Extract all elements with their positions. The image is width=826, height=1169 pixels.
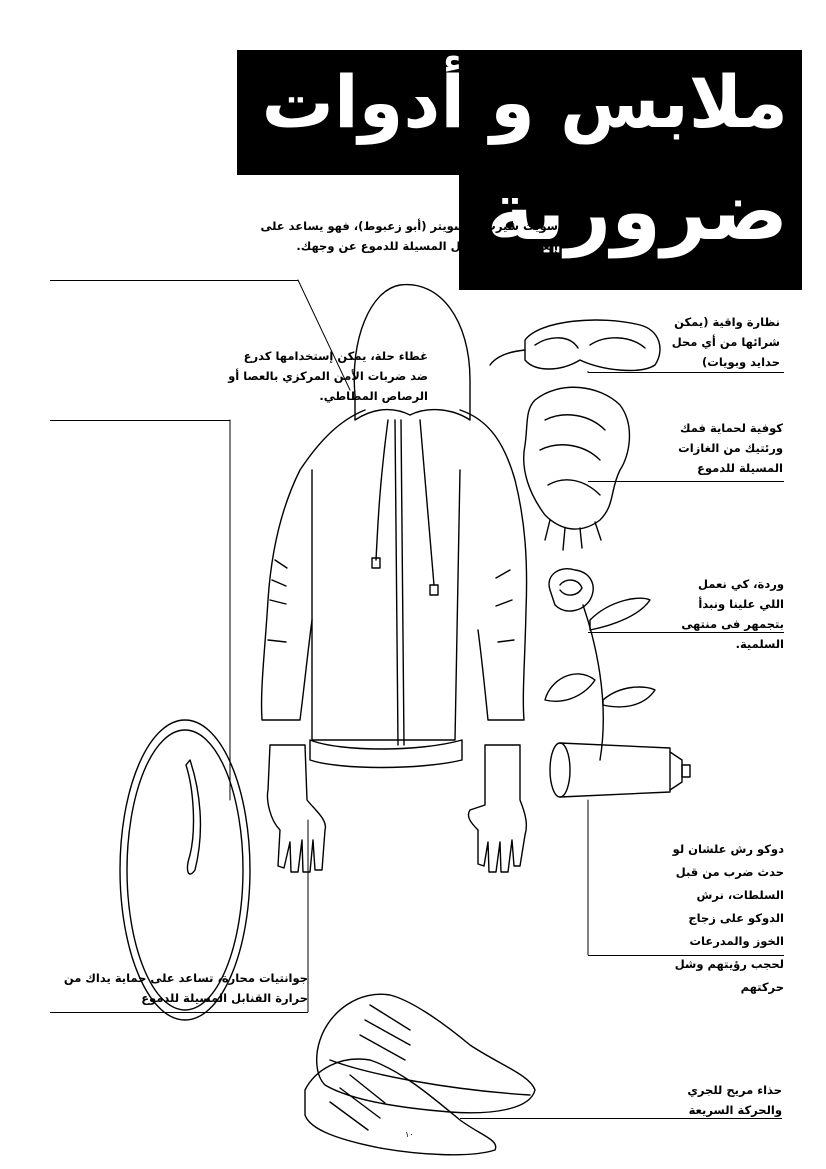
caption-spray: دوكو رش علشان لو حدث ضرب من قبل السلطات، نرش الدوكو على زجاج الخوز والمدرعات لحجب رؤيتهم وشل حركتهم xyxy=(672,842,784,994)
goggles-drawing xyxy=(490,320,660,370)
keffiyeh-drawing xyxy=(524,387,630,550)
shoes-drawing xyxy=(305,994,535,1155)
caption-goggles: نظارة واقية (يمكن شرائها من أي محل حدايد وبويات) xyxy=(671,315,780,369)
caption-sweatshirt: سويت شيرت أو سويتر (أبو زعبوط)، فهو يساعد على إبعاد غازات القنابل المسيلة للدموع عن وجهك. xyxy=(260,219,558,253)
caption-keffiyeh: كوفية لحماية فمك ورئتيك من الغازات المسيلة للدموع xyxy=(678,421,783,475)
caption-shoes: حذاء مريح للجري والحركة السريعة xyxy=(687,1083,782,1117)
caption-gloves: جوانتيات محارة، تساعد على حماية يداك من حرارة القنابل المسيلة للدموع xyxy=(63,971,308,1005)
title-line-1: ملابس و أدوات xyxy=(261,60,788,144)
rose-drawing xyxy=(545,569,655,760)
page-number: ١٠ xyxy=(405,1130,414,1139)
title-line-2: ضرورية xyxy=(486,165,788,258)
caption-pot-lid: غطاء حلة، يمكن إستخدامها كدرع ضد ضربات الأمن المركزي بالعصا أو الرصاص المطاطي. xyxy=(228,349,428,403)
gloves-drawing xyxy=(268,745,527,872)
caption-rose: وردة، كي نعمل اللي علينا ونبدأ بتجمهر فى منتهى السلمية. xyxy=(681,577,784,651)
hoodie-drawing xyxy=(262,285,527,768)
spray-can-drawing xyxy=(550,743,690,797)
